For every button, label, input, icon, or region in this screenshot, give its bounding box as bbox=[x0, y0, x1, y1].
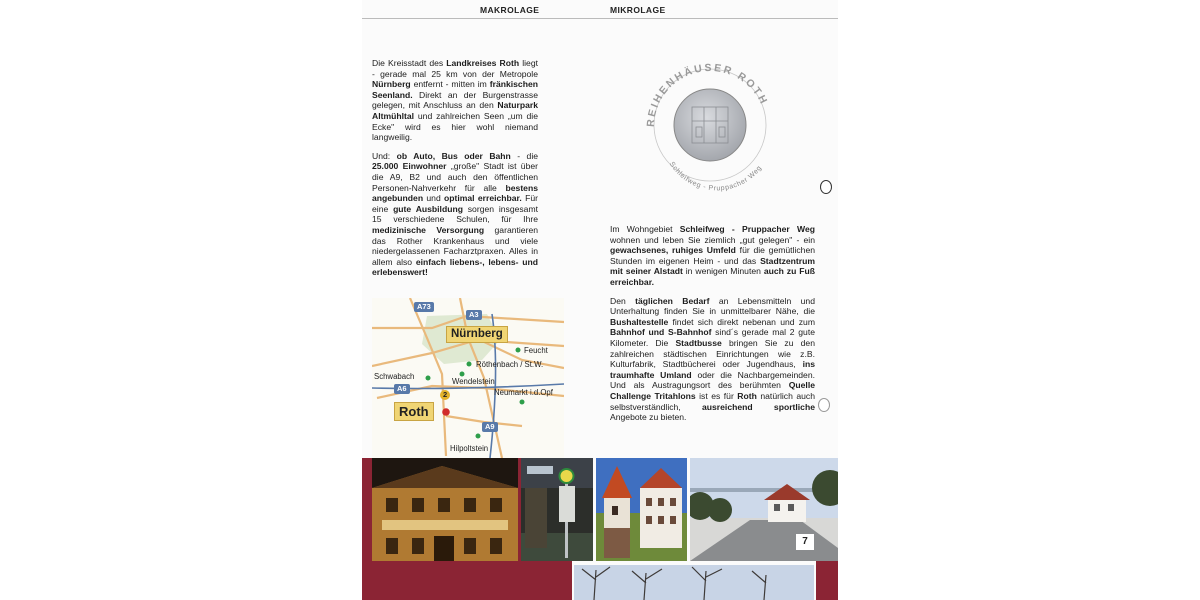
shield-a3: A3 bbox=[466, 310, 482, 320]
body-text: wohnen und leben Sie ziemlich „gut gelegen" - ein bbox=[610, 234, 815, 245]
body-text: in wenigen Minuten bbox=[682, 266, 764, 277]
body-text: Die Kreisstadt des bbox=[372, 58, 447, 68]
left-paragraph-1 bbox=[372, 58, 538, 143]
photo-residential-street bbox=[690, 458, 838, 561]
page-number: 7 bbox=[796, 534, 814, 550]
header-rule bbox=[362, 18, 838, 19]
emphasis-text: fränkischen Seenland. bbox=[372, 79, 538, 100]
body-text: bringen Sie zu den zahlreichen städtischen Einrichtungen wie z.B. Kulturfabrik, Stadtbücherei oder Jugendhaus, bbox=[610, 337, 815, 370]
red-block-right bbox=[816, 555, 838, 600]
road-b2-marker: 2 bbox=[440, 390, 450, 400]
photo-winter-trees bbox=[574, 565, 814, 600]
city-hilpoltstein: Hilpoltstein bbox=[450, 444, 489, 453]
shield-a6: A6 bbox=[394, 384, 410, 394]
emphasis-text: Naturpark Altmühltal bbox=[372, 100, 538, 121]
body-text: natürlich auch selbstverständlich, bbox=[610, 390, 815, 412]
body-text: entfernt - mitten im bbox=[410, 79, 490, 90]
emphasis-text: bestens angebunden bbox=[372, 182, 538, 204]
binding-hole-top bbox=[820, 180, 832, 194]
emphasis-text: Schleifweg - Pruppacher Weg bbox=[679, 224, 815, 234]
city-schwabach: Schwabach bbox=[374, 372, 415, 381]
emphasis-text: gewachsenes, ruhiges Umfeld bbox=[610, 245, 736, 256]
city-nuernberg: Nürnberg bbox=[446, 326, 508, 343]
emphasis-text: 25.000 Einwohner bbox=[372, 161, 447, 172]
emphasis-text: Nürnberg bbox=[372, 79, 411, 90]
body-text: und zahlreichen Seen „um die Ecke" wird es hier wohl niemand langweilig. bbox=[372, 110, 538, 143]
shield-a9: A9 bbox=[482, 422, 498, 432]
right-paragraph-1 bbox=[610, 224, 815, 288]
emphasis-text: einfach liebens-, lebens- und erlebenswert! bbox=[372, 256, 539, 278]
body-text: Und: bbox=[372, 150, 397, 161]
header-makrolage: MAKROLAGE bbox=[480, 5, 540, 15]
shield-a73: A73 bbox=[414, 302, 434, 312]
body-text: - die bbox=[510, 150, 539, 161]
emphasis-text: auch zu Fuß erreichbar. bbox=[610, 266, 815, 287]
body-text: Für eine bbox=[372, 193, 538, 214]
emphasis-text: medizinische Versorgung bbox=[372, 224, 485, 235]
right-text-column bbox=[610, 224, 815, 431]
emphasis-text: Bushaltestelle bbox=[610, 316, 669, 327]
body-text: Direkt an der Burgenstrasse gelegen, mit Anschluss an den bbox=[372, 89, 538, 111]
photo-castle-tower bbox=[596, 458, 687, 561]
emphasis-text: Stadtzentrum mit seiner Alstadt bbox=[610, 255, 815, 277]
emphasis-text: ausreichend sportliche bbox=[702, 401, 815, 412]
city-roethenbach: Röthenbach / St.W. bbox=[476, 360, 544, 369]
body-text: oder die Nachbargemeinden. Und als Austragungsort des berühmten bbox=[610, 369, 816, 391]
body-text: „große" Stadt ist über die A9, B2 und auch den öffentlichen Personen-Nahverkehr für alle bbox=[372, 161, 538, 193]
emphasis-text: Landkreises Roth bbox=[446, 58, 520, 68]
emphasis-text: Stadtbusse bbox=[675, 337, 722, 348]
emphasis-text: optimal erreichbar. bbox=[444, 193, 522, 204]
binding-hole-bottom bbox=[818, 398, 830, 412]
body-text: ist es für bbox=[695, 390, 738, 401]
body-text: Angebote zu bieten. bbox=[610, 412, 687, 423]
right-paragraph-2 bbox=[610, 296, 815, 423]
emphasis-text: ins traumhafte Umland bbox=[610, 359, 815, 380]
city-neumarkt: Neumarkt i.d.Opf bbox=[494, 388, 553, 397]
body-text: Den bbox=[610, 295, 636, 306]
body-text: sind´s gerade mal 2 gute Kilometer. Die bbox=[610, 327, 815, 348]
stamp-logo bbox=[640, 55, 780, 195]
emphasis-text: Quelle Challenge Tritahlons bbox=[610, 380, 815, 401]
emphasis-text: gute Ausbildung bbox=[393, 203, 463, 214]
stamp-title: REIHENHÄUSER ROTH bbox=[644, 61, 771, 128]
body-text: garantieren das Rother Krankenhaus und viele niedergelassenen Facharztpraxen. Alles in allem also bbox=[372, 224, 538, 267]
body-text: an Lebensmitteln und Unterhaltung finden Sie in unmittelbarer Nähe, die bbox=[610, 295, 815, 317]
location-map bbox=[372, 298, 564, 458]
body-text: für die gemütlichen Stunden im eigenen Heim - und das bbox=[610, 245, 816, 266]
left-text-column bbox=[372, 58, 538, 286]
emphasis-text: täglichen Bedarf bbox=[635, 295, 710, 306]
body-text: liegt - gerade mal 25 km von der Metropole bbox=[372, 58, 538, 79]
city-wendelstein: Wendelstein bbox=[452, 377, 495, 386]
emphasis-text: Bahnhof und S-Bahnhof bbox=[610, 327, 712, 338]
emphasis-text: Roth bbox=[737, 390, 757, 401]
photo-bus-stop bbox=[521, 458, 593, 561]
body-text: sorgen insgesamt 15 verschiedene Schulen, für Ihre bbox=[372, 203, 539, 225]
city-feucht: Feucht bbox=[524, 346, 548, 355]
photo-historic-building-night bbox=[372, 458, 518, 561]
header-mikrolage: MIKROLAGE bbox=[610, 5, 666, 15]
body-text: und bbox=[423, 193, 445, 204]
left-paragraph-2 bbox=[372, 151, 538, 278]
stamp-subtitle: Schleifweg - Pruppacher Weg bbox=[667, 160, 764, 193]
city-roth: Roth bbox=[394, 402, 434, 421]
emphasis-text: ob Auto, Bus oder Bahn bbox=[396, 150, 511, 161]
body-text: Im Wohngebiet bbox=[610, 224, 680, 234]
body-text: findet sich direkt nebenan und zum bbox=[668, 316, 815, 327]
